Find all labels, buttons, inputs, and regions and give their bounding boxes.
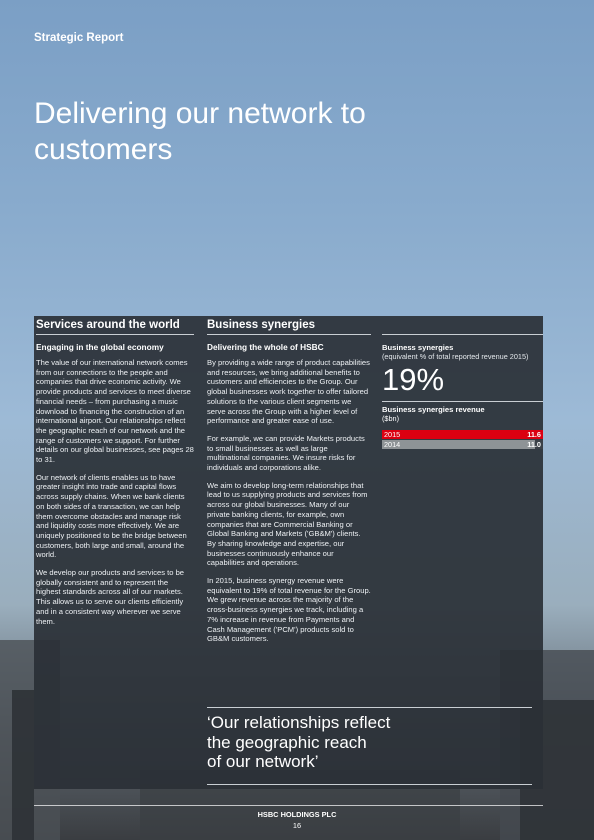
synergies-infobox	[382, 334, 543, 450]
services-column	[36, 316, 194, 634]
content-panel	[34, 316, 543, 789]
synergies-heading: Business synergies	[207, 316, 371, 335]
synergies-paragraph: We aim to develop long-term relationships that lead to us supplying products and services from across our global businesses. Many of our private banking clients, for example, own companies that are Commercial Banking or Global Banking and Markets ('GB&M') clients. By sharing knowledge and expertise, our businesses continuously enhance our capabilities and operations.	[207, 480, 368, 568]
services-heading: Services around the world	[36, 316, 194, 335]
footer-company: HSBC HOLDINGS PLC	[257, 810, 337, 819]
bar-row-2014	[382, 440, 543, 449]
bar-value-label: 11.6	[527, 430, 541, 439]
page-title: Delivering our network to customers	[34, 97, 366, 166]
pull-quote: ‘Our relationships reflect the geographic reach of our network’	[207, 707, 532, 785]
bar-2014	[382, 440, 535, 449]
bar-category-label: 2015	[384, 430, 401, 439]
revenue-bar-chart	[382, 430, 543, 449]
bar-2015	[382, 430, 543, 439]
services-paragraph: We develop our products and services to be globally consistent and to represent the highest standards across all of our markets. This allows us to serve our clients efficiently and in a consistent way wherever we serve them.	[36, 568, 185, 626]
bar-value-label: 11.0	[527, 440, 541, 449]
bar-row-2015	[382, 430, 543, 439]
synergies-paragraph: For example, we can provide Markets products to small businesses as well as large multinational companies. We insure risks for individuals and corporations alike.	[207, 433, 365, 473]
bar-category-label: 2014	[384, 440, 401, 449]
footer-divider	[34, 805, 543, 806]
services-paragraph: Our network of clients enables us to have greater insight into trade and capital flows across supply chains. When we bank clients on both sides of a transaction, we can help them overcome obstacles and manage risk and liquidity costs more effectively. We are uniquely positioned to be the bridge between customers, both large and small, around the world.	[36, 472, 187, 560]
synergies-stat-value: 19%	[382, 362, 445, 397]
divider	[382, 334, 543, 335]
synergies-column	[207, 316, 371, 652]
synergies-stat-title: Business synergies	[382, 343, 454, 352]
synergies-paragraph: In 2015, business synergy revenue were equivalent to 19% of total revenue for the Group. We grew revenue across the majority of the cross-business synergies we track, including a 7% increase in revenue from Payments and Cash Management ('PCM') products sold to GB&M customers.	[207, 576, 371, 644]
services-paragraph: The value of our international network comes from our connections to the people and companies that drive economic activity. We provide products and services to meet diverse financial needs – from purchasing a music download to financing the construction of an international airport. Our relationships reflect the geographic reach of our network and the range of customers we support. For further details on our global businesses, see pages 28 to 31.	[36, 358, 194, 465]
section-label: Strategic Report	[34, 32, 124, 44]
revenue-chart-title: Business synergies revenue	[382, 401, 543, 414]
synergies-stat-subtitle: (equivalent % of total reported revenue 2015)	[382, 352, 529, 361]
synergies-subheading: Delivering the whole of HSBC	[207, 342, 324, 352]
services-subheading: Engaging in the global economy	[36, 342, 164, 352]
page-number: 16	[292, 821, 302, 830]
synergies-paragraph: By providing a wide range of product capabilities and resources, we bring additional benefits to customers and efficiencies to the Group. Our global businesses work together to offer tailored solutions to the various client segments we serve across the Group with a higher level of performance and greater ease of use.	[207, 358, 370, 426]
revenue-chart-unit: ($bn)	[382, 414, 400, 423]
